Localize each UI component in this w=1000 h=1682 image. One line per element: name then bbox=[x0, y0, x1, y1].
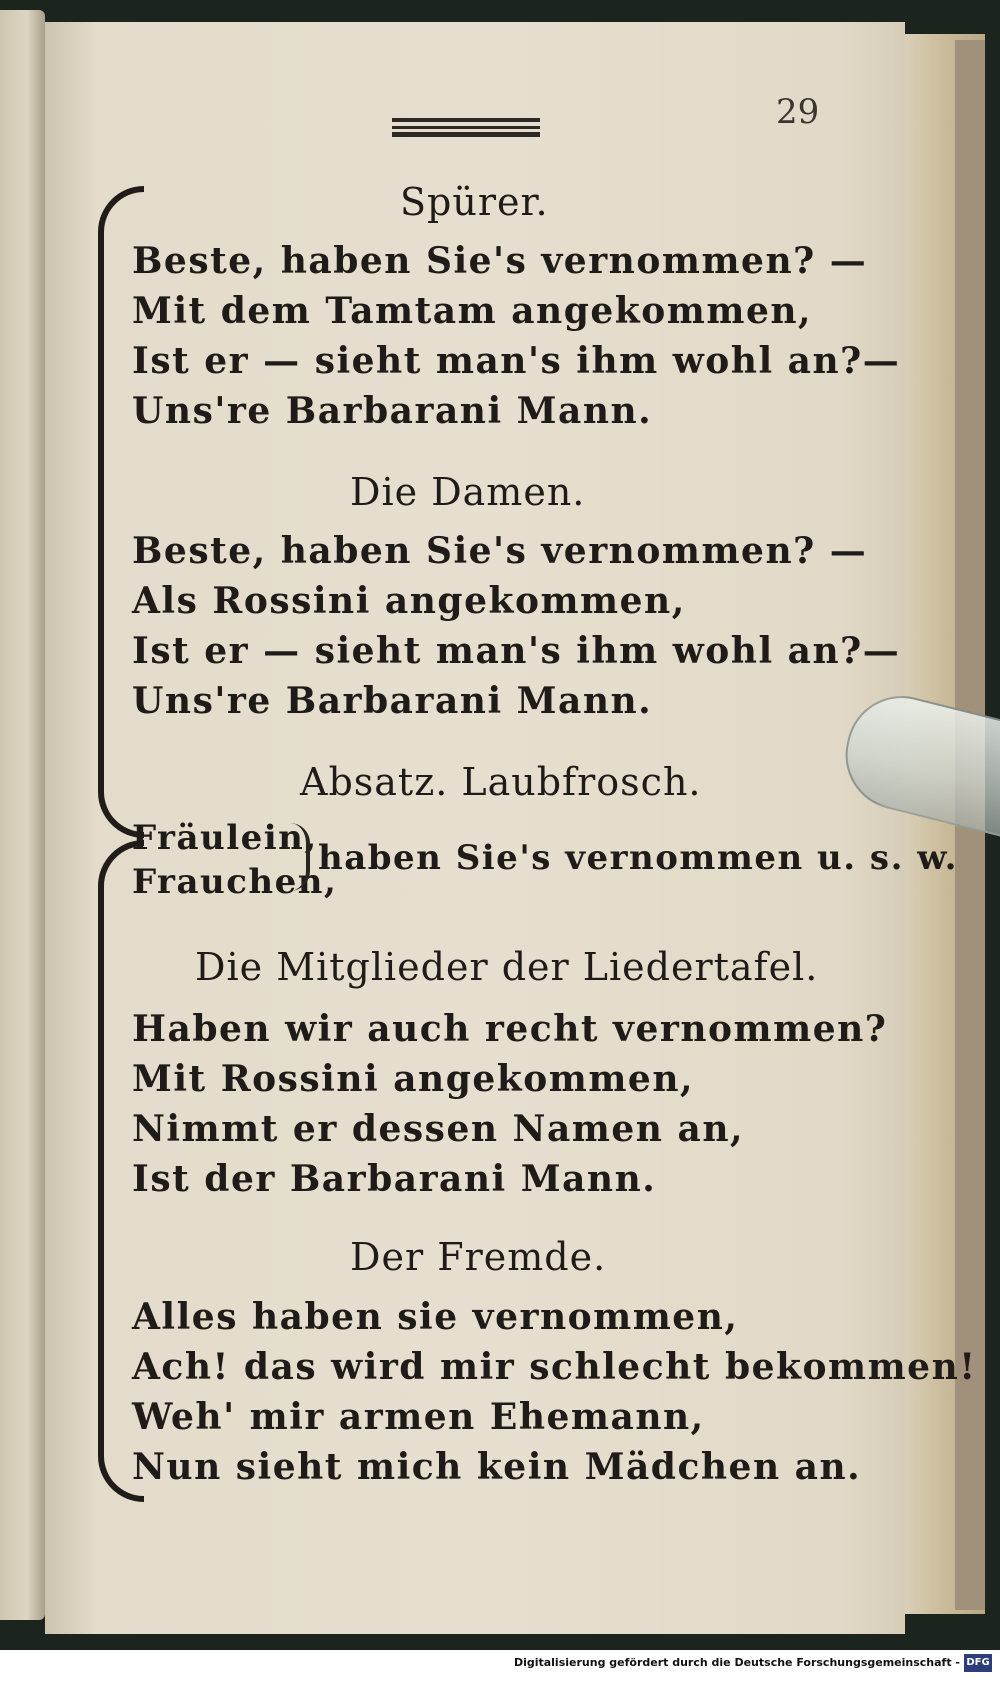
speaker-bracket-upper bbox=[98, 186, 144, 838]
verse-line: Beste, haben Sie's vernommen? — bbox=[132, 530, 868, 572]
speaker-heading: Absatz. Laubfrosch. bbox=[300, 760, 702, 804]
verse-line: Haben wir auch recht vernommen? bbox=[132, 1008, 888, 1050]
verse-line: Uns're Barbarani Mann. bbox=[132, 680, 653, 722]
dfg-logo: DFG bbox=[964, 1654, 992, 1672]
speaker-heading: Spürer. bbox=[400, 180, 549, 224]
verse-line: Alles haben sie vernommen, bbox=[132, 1296, 739, 1338]
verse-line: Frauchen, bbox=[132, 862, 338, 902]
verse-line: Als Rossini angekommen, bbox=[132, 580, 686, 622]
verse-line: Weh' mir armen Ehemann, bbox=[132, 1396, 705, 1438]
verse-line: Nun sieht mich kein Mädchen an. bbox=[132, 1446, 862, 1488]
verse-line: Mit Rossini angekommen, bbox=[132, 1058, 695, 1100]
footer-credit: Digitalisierung gefördert durch die Deutsche Forschungsgemeinschaft - bbox=[513, 1656, 960, 1669]
speaker-heading: Die Mitglieder der Liedertafel. bbox=[195, 945, 819, 989]
brace-text: haben Sie's vernommen u. s. w. bbox=[318, 838, 958, 878]
verse-line: Nimmt er dessen Namen an, bbox=[132, 1108, 745, 1150]
verse-line: Mit dem Tamtam angekommen, bbox=[132, 290, 813, 332]
verse-line: Ist der Barbarani Mann. bbox=[132, 1158, 657, 1200]
verse-line: Uns're Barbarani Mann. bbox=[132, 390, 653, 432]
header-rule bbox=[392, 132, 540, 137]
verse-line: Fräulein, bbox=[132, 818, 318, 858]
header-rule bbox=[392, 126, 540, 129]
verse-line: Beste, haben Sie's vernommen? — bbox=[132, 240, 868, 282]
verse-line: Ach! das wird mir schlecht bekommen! bbox=[132, 1346, 977, 1388]
left-page-edge bbox=[0, 10, 45, 1620]
curly-brace bbox=[290, 823, 310, 891]
speaker-heading: Der Fremde. bbox=[350, 1235, 607, 1279]
header-rule bbox=[392, 118, 540, 122]
page-number: 29 bbox=[776, 92, 820, 132]
verse-line: Ist er — sieht man's ihm wohl an?— bbox=[132, 630, 901, 672]
speaker-heading: Die Damen. bbox=[350, 470, 586, 514]
verse-line: Ist er — sieht man's ihm wohl an?— bbox=[132, 340, 901, 382]
